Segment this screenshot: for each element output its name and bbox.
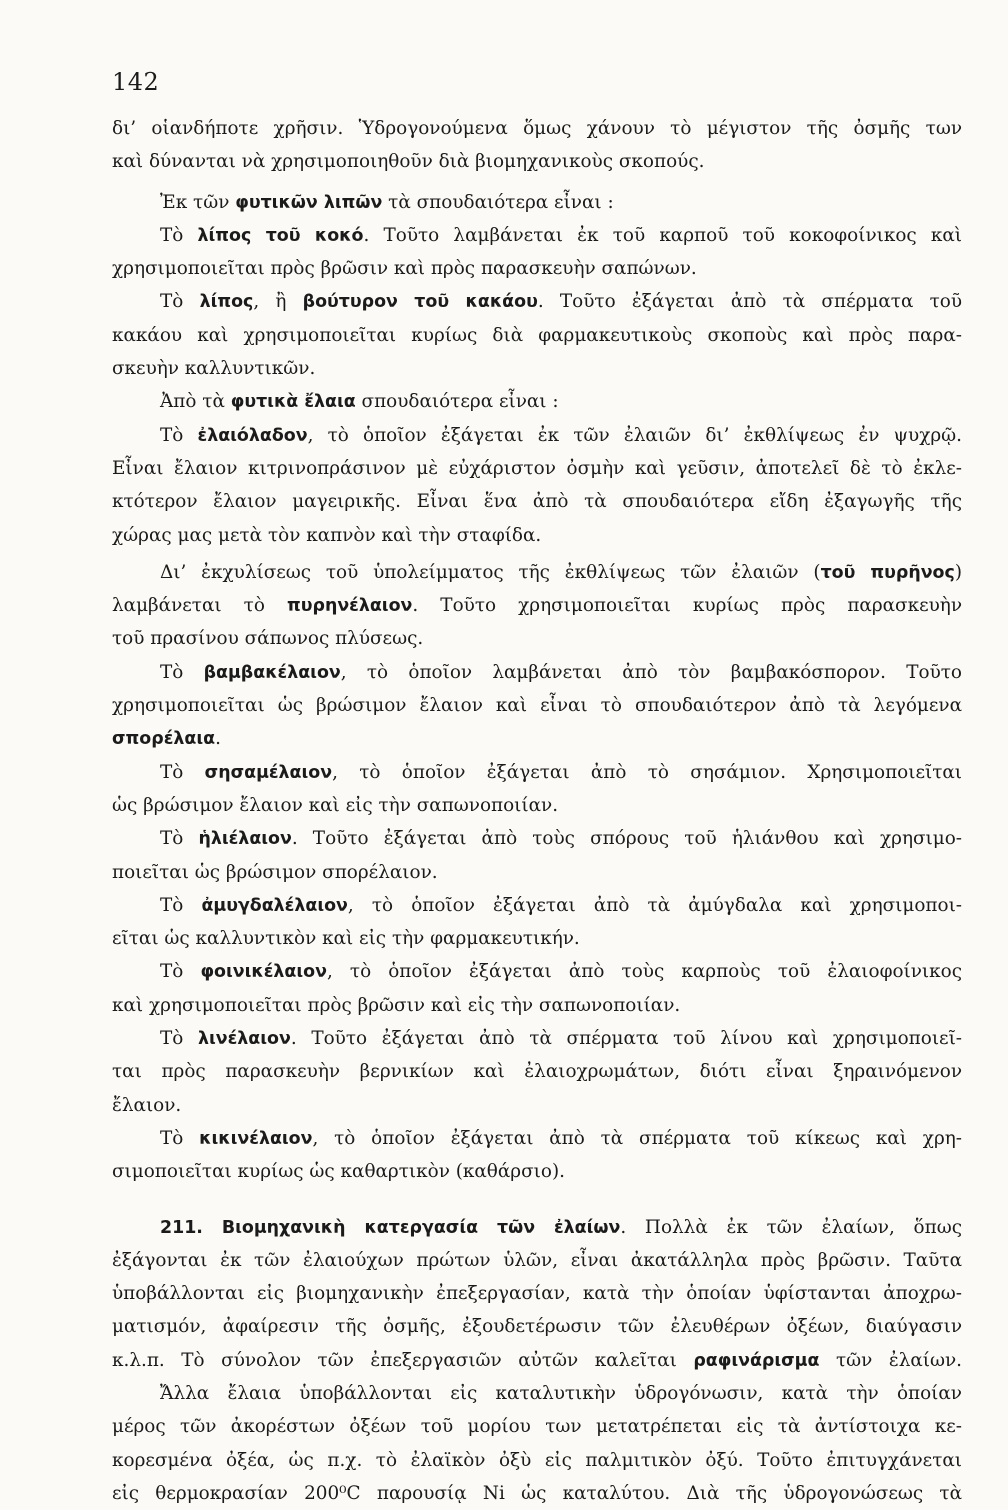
text-line: Δι’ ἐκχυλίσεως τοῦ ὑπολείμματος τῆς ἐκθλίψεως τῶν ἐλαιῶν (τοῦ πυρῆνος) (160, 561, 962, 583)
text-line: Ἀπὸ τὰ φυτικὰ ἔλαια σπουδαιότερα εἶναι : (160, 391, 559, 413)
term-bold: τοῦ πυρῆνος (820, 562, 955, 583)
text-line: δι’ οἱανδήποτε χρῆσιν. Ὑδρογονούμενα ὅμως χάνουν τὸ μέγιστον τῆς ὀσμῆς των (112, 118, 962, 139)
text-line: Τὸ λίπος, ἢ βούτυρον τοῦ κακάου. Τοῦτο ἐξάγεται ἀπὸ τὰ σπέρματα τοῦ (160, 291, 962, 313)
text-line: κακάου καὶ χρησιμοποιεῖται κυρίως διὰ φαρμακευτικοὺς σκοποὺς καὶ πρὸς παρα- (112, 324, 962, 346)
text-line: Τὸ ἡλιέλαιον. Τοῦτο ἐξάγεται ἀπὸ τοὺς σπόρους τοῦ ἡλιάνθου καὶ χρησιμο- (160, 828, 962, 850)
text-line: Τὸ βαμβακέλαιον, τὸ ὁποῖον λαμβάνεται ἀπὸ τὸν βαμβακόσπορον. Τοῦτο (160, 661, 962, 683)
text-line: ποιεῖται ὡς βρώσιμον σπορέλαιον. (112, 861, 438, 883)
text-line: ματισμόν, ἀφαίρεσιν τῆς ὀσμῆς, ἐξουδετέρωσιν τῶν ἐλευθέρων ὀξέων, διαύγασιν (112, 1316, 962, 1338)
text-line: κ.λ.π. Τὸ σύνολον τῶν ἐπεξεργασιῶν αὐτῶν καλεῖται ραφινάρισμα τῶν ἐλαίων. (112, 1349, 962, 1371)
text-line: τοῦ πρασίνου σάπωνος πλύσεως. (112, 628, 424, 650)
section-heading: 211. Βιομηχανικὴ κατεργασία τῶν ἐλαίων (160, 1217, 621, 1238)
text-line: ὡς βρώσιμον ἔλαιον καὶ εἰς τὴν σαπωνοποιίαν. (112, 794, 559, 816)
text-line: καὶ χρησιμοποιεῖται πρὸς βρῶσιν καὶ εἰς τὴν σαπωνοποιίαν. (112, 994, 681, 1016)
term-bold: πυρηνέλαιον (287, 596, 413, 617)
text-line: σκευὴν καλλυντικῶν. (112, 358, 316, 380)
term-bold: βούτυρον τοῦ κακάου (302, 292, 538, 313)
term-bold: σπορέλαια (112, 729, 216, 750)
text-line: Εἶναι ἔλαιον κιτρινοπράσινον μὲ εὐχάριστον ὀσμὴν καὶ γεῦσιν, ἀποτελεῖ δὲ τὸ ἐκλε- (112, 457, 962, 479)
body-text (112, 112, 962, 1510)
term-bold: φυτικὰ ἔλαια (230, 392, 356, 413)
text-line: σιμοποιεῖται κυρίως ὡς καθαρτικὸν (καθάρσιο). (112, 1161, 565, 1183)
text-line: σπορέλαια. (112, 728, 221, 750)
text-line: ται πρὸς παρασκευὴν βερνικίων καὶ ἐλαιοχρωμάτων, διότι εἶναι ξηραινόμενον (112, 1061, 962, 1083)
term-bold: κικινέλαιον (199, 1128, 313, 1149)
text-line: Τὸ ἀμυγδαλέλαιον, τὸ ὁποῖον ἐξάγεται ἀπὸ τὰ ἀμύγδαλα καὶ χρησιμοποι- (160, 894, 962, 916)
text-line: καὶ δύνανται νὰ χρησιμοποιηθοῦν διὰ βιομηχανικοὺς σκοπούς. (112, 151, 705, 173)
text-line: εῖται ὡς καλλυντικὸν καὶ εἰς τὴν φαρμακευτικήν. (112, 928, 580, 950)
text-line: κτότερον ἔλαιον μαγειρικῆς. Εἶναι ἕνα ἀπὸ τὰ σπουδαιότερα εἴδη ἐξαγωγῆς τῆς (112, 491, 962, 513)
section-gap (112, 1189, 962, 1211)
term-bold: σησαμέλαιον (204, 762, 333, 783)
page-number: 142 (112, 68, 160, 96)
text-line: Τὸ ἐλαιόλαδον, τὸ ὁποῖον ἐξάγεται ἐκ τῶν ἐλαιῶν δι’ ἐκθλίψεως ἐν ψυχρῷ. (160, 424, 962, 446)
term-bold: ἐλαιόλαδον (197, 425, 308, 446)
text-line: Τὸ λίπος τοῦ κοκό. Τοῦτο λαμβάνεται ἐκ τοῦ καρποῦ τοῦ κοκοφοίνικος καὶ (160, 224, 962, 246)
term-bold: βαμβακέλαιον (203, 662, 341, 683)
text-line: ἐξάγονται ἐκ τῶν ἐλαιούχων πρώτων ὑλῶν, εἶναι ἀκατάλληλα πρὸς βρῶσιν. Ταῦτα (112, 1249, 962, 1271)
term-bold: φυτικῶν λιπῶν (235, 192, 383, 213)
text-line: Ἄλλα ἔλαια ὑποβάλλονται εἰς καταλυτικὴν ὑδρογόνωσιν, κατὰ τὴν ὁποίαν (160, 1382, 962, 1404)
text-line: εἰς θερμοκρασίαν 200⁰C παρουσίᾳ Ni ὡς καταλύτου. Διὰ τῆς ὑδρογονώσεως τὰ (112, 1482, 962, 1504)
text-line: χώρας μας μετὰ τὸν καπνὸν καὶ τὴν σταφίδα. (112, 524, 542, 546)
text-line: Τὸ φοινικέλαιον, τὸ ὁποῖον ἐξάγεται ἀπὸ τοὺς καρποὺς τοῦ ἐλαιοφοίνικος (160, 961, 962, 983)
term-bold: λίπος (199, 292, 254, 313)
text-line: Ἐκ τῶν φυτικῶν λιπῶν τὰ σπουδαιότερα εἶναι : (160, 191, 614, 213)
text-line: μέρος τῶν ἀκορέστων ὀξέων τοῦ μορίου των μετατρέπεται εἰς τὰ ἀντίστοιχα κε- (112, 1416, 962, 1438)
text-line: χρησιμοποιεῖται ὡς βρώσιμον ἔλαιον καὶ εἶναι τὸ σπουδαιότερον ἀπὸ τὰ λεγόμενα (112, 695, 962, 717)
text-line: λαμβάνεται τὸ πυρηνέλαιον. Τοῦτο χρησιμοποιεῖται κυρίως πρὸς παρασκευὴν (112, 595, 962, 617)
text-line: Τὸ κικινέλαιον, τὸ ὁποῖον ἐξάγεται ἀπὸ τὰ σπέρματα τοῦ κίκεως καὶ χρη- (160, 1127, 962, 1149)
term-bold: λίπος τοῦ κοκό (197, 225, 364, 246)
text-line: χρησιμοποιεῖται πρὸς βρῶσιν καὶ πρὸς παρασκευὴν σαπώνων. (112, 258, 697, 280)
text-line: ἔλαιον. (112, 1094, 182, 1116)
text-line: κορεσμένα ὀξέα, ὡς π.χ. τὸ ἐλαϊκὸν ὀξὺ εἰς παλμιτικὸν ὀξύ. Τοῦτο ἐπιτυγχάνεται (112, 1449, 962, 1471)
text-line: Τὸ σησαμέλαιον, τὸ ὁποῖον ἐξάγεται ἀπὸ τὸ σησάμιον. Χρησιμοποιεῖται (160, 761, 962, 783)
text-line: ὑποβάλλονται εἰς βιομηχανικὴν ἐπεξεργασίαν, κατὰ τὴν ὁποίαν ὑφίστανται ἀποχρω- (112, 1283, 962, 1305)
term-bold: ραφινάρισμα (693, 1350, 820, 1371)
text-line: Τὸ λινέλαιον. Τοῦτο ἐξάγεται ἀπὸ τὰ σπέρματα τοῦ λίνου καὶ χρησιμοποιεῖ- (160, 1028, 962, 1050)
term-bold: λινέλαιον (197, 1029, 291, 1050)
term-bold: ἡλιέλαιον (198, 829, 292, 850)
section-heading-line: 211. Βιομηχανικὴ κατεργασία τῶν ἐλαίων. Πολλὰ ἐκ τῶν ἐλαίων, ὅπως (160, 1216, 962, 1238)
term-bold: φοινικέλαιον (200, 962, 327, 983)
term-bold: ἀμυγδαλέλαιον (201, 895, 348, 916)
